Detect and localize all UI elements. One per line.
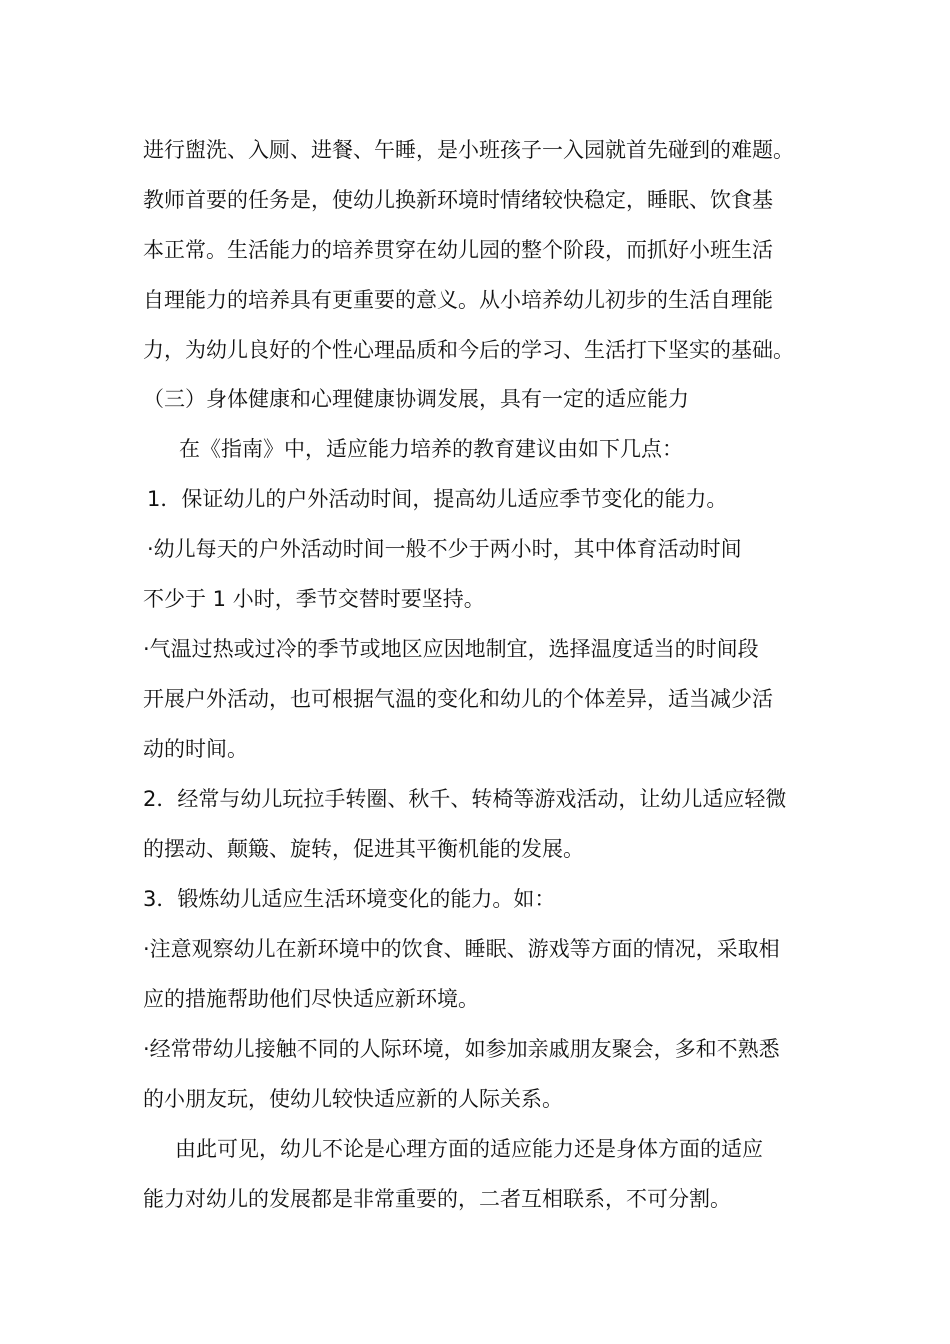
bullet-item: ·幼儿每天的户外活动时间一般不少于两小时，其中体育活动时间 bbox=[147, 537, 742, 561]
text-line: 力，为幼儿良好的个性心理品质和今后的学习、生活打下坚实的基础。 bbox=[143, 338, 794, 362]
list-item: 3．锻炼幼儿适应生活环境变化的能力。如： bbox=[143, 887, 556, 911]
bullet-item: ·气温过热或过冷的季节或地区应因地制宜，选择温度适当的时间段 bbox=[143, 637, 759, 661]
text-line: 教师首要的任务是，使幼儿换新环境时情绪较快稳定，睡眠、饮食基 bbox=[143, 188, 773, 212]
text-line: 进行盥洗、入厕、进餐、午睡，是小班孩子一入园就首先碰到的难题。 bbox=[143, 138, 794, 162]
list-item: 2．经常与幼儿玩拉手转圈、秋千、转椅等游戏活动，让幼儿适应轻微 bbox=[143, 787, 787, 811]
bullet-item: ·注意观察幼儿在新环境中的饮食、睡眠、游戏等方面的情况，采取相 bbox=[143, 937, 780, 961]
text-line: 自理能力的培养具有更重要的意义。从小培养幼儿初步的生活自理能 bbox=[143, 288, 773, 312]
text-line: 不少于 1 小时，季节交替时要坚持。 bbox=[143, 587, 485, 611]
text-line: 的小朋友玩，使幼儿较快适应新的人际关系。 bbox=[143, 1087, 563, 1111]
text-line: 由此可见，幼儿不论是心理方面的适应能力还是身体方面的适应 bbox=[175, 1137, 763, 1161]
text-line: 的摆动、颠簸、旋转，促进其平衡机能的发展。 bbox=[143, 837, 584, 861]
text-line: 应的措施帮助他们尽快适应新环境。 bbox=[143, 987, 479, 1011]
text-line: 在《指南》中，适应能力培养的教育建议由如下几点： bbox=[179, 437, 683, 461]
list-item: 1．保证幼儿的户外活动时间，提高幼儿适应季节变化的能力。 bbox=[147, 487, 728, 511]
text-line: 能力对幼儿的发展都是非常重要的，二者互相联系，不可分割。 bbox=[143, 1187, 731, 1211]
text-line: 本正常。生活能力的培养贯穿在幼儿园的整个阶段，而抓好小班生活 bbox=[143, 238, 773, 262]
bullet-item: ·经常带幼儿接触不同的人际环境，如参加亲戚朋友聚会，多和不熟悉 bbox=[143, 1037, 780, 1061]
text-line: 开展户外活动，也可根据气温的变化和幼儿的个体差异，适当减少活 bbox=[143, 687, 773, 711]
text-line: 动的时间。 bbox=[143, 737, 248, 761]
section-heading: （三）身体健康和心理健康协调发展，具有一定的适应能力 bbox=[143, 387, 689, 411]
